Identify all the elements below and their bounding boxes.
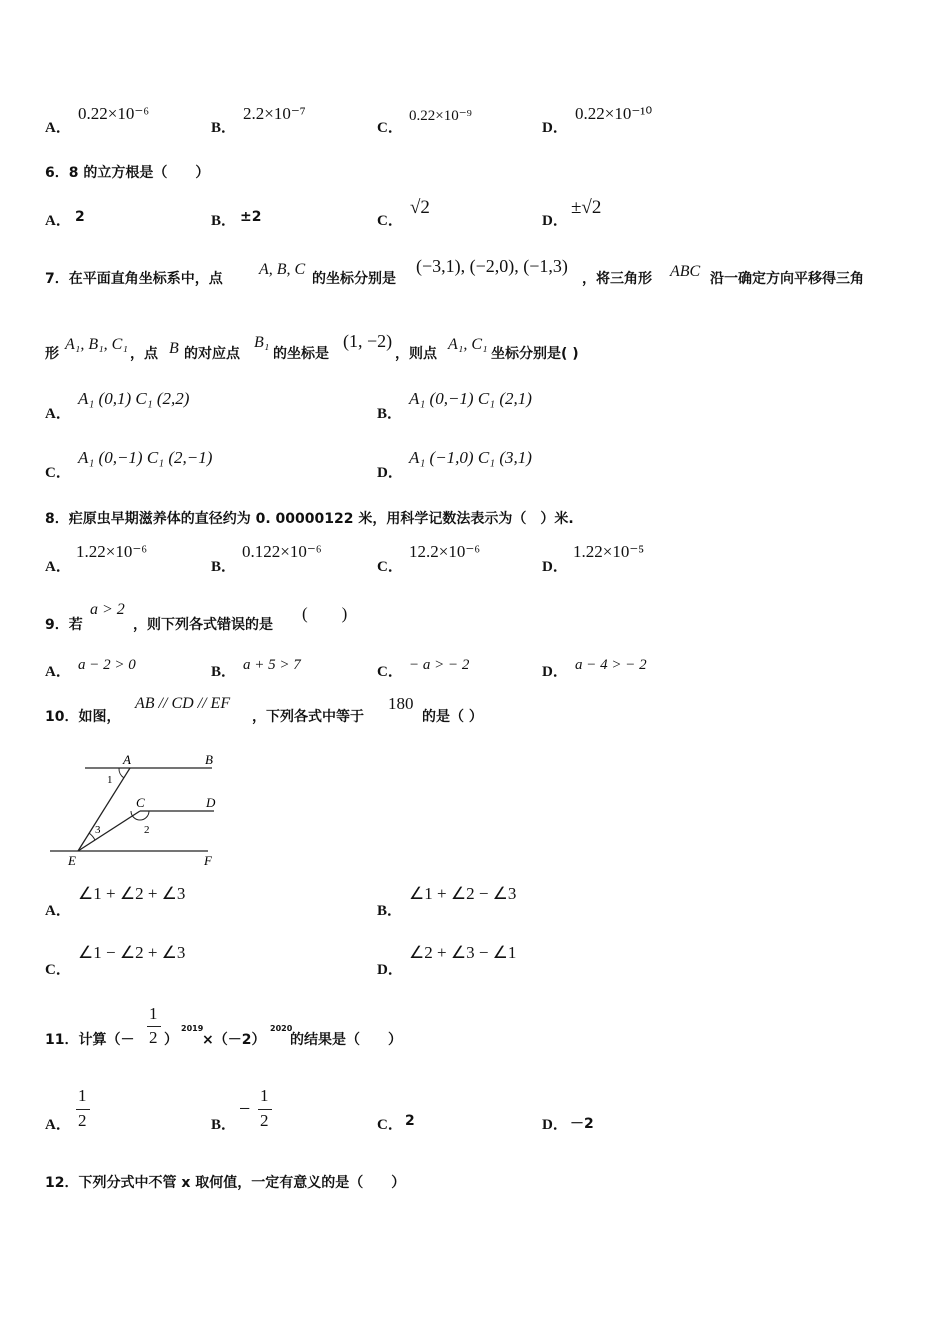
q7-point-b: B xyxy=(169,340,179,357)
q6-option-d-math: ±√2 xyxy=(571,197,602,218)
q11-stem-part2: ） xyxy=(164,1032,178,1048)
q5-option-d-math: 0.22×10⁻¹⁰ xyxy=(575,104,653,123)
q7-option-a-math: A₁ (0,1) C₁ (2,2) xyxy=(78,389,190,408)
q7-stem-part3: ，将三角形 xyxy=(582,271,652,287)
q10-option-d-math: ∠2 + ∠3 − ∠1 xyxy=(409,943,517,962)
label-e: E xyxy=(68,853,76,868)
q5-option-a-math: 0.22×10⁻⁶ xyxy=(78,104,150,123)
q5-option-d-label: D． xyxy=(542,120,568,136)
q7-line2-part6: 坐标分别是( ) xyxy=(491,346,579,362)
q8-option-a-label: A． xyxy=(45,559,71,575)
q11-option-b-fraction-bar xyxy=(258,1109,272,1110)
q10-option-d-label: D． xyxy=(377,962,403,978)
label-c: C xyxy=(136,795,145,810)
q5-option-c-math: 0.22×10⁻⁹ xyxy=(409,108,472,124)
q10-stem-part1: 10．如图， xyxy=(45,709,121,725)
q11-exponent-2: 2020 xyxy=(270,1024,293,1033)
q11-stem-part3: ×（－2） xyxy=(202,1032,266,1048)
q9-option-b-math: a + 5 > 7 xyxy=(243,657,301,673)
q7-points: A, B, C xyxy=(259,261,306,278)
q9-option-c-math: − a > − 2 xyxy=(409,657,470,673)
q10-option-c-math: ∠1 − ∠2 + ∠3 xyxy=(78,943,186,962)
q9-option-d-math: a − 4 > − 2 xyxy=(575,657,647,673)
q10-parallel-condition: AB // CD // EF xyxy=(135,695,231,712)
q7-option-c-label: C． xyxy=(45,465,71,481)
line-ce xyxy=(78,811,140,851)
q7-stem-part2: 的坐标分别是 xyxy=(312,271,396,287)
q11-exponent-1: 2019 xyxy=(181,1024,204,1033)
label-d: D xyxy=(206,795,216,810)
q8-option-a-math: 1.22×10⁻⁶ xyxy=(76,542,148,561)
q9-option-d-label: D． xyxy=(542,664,568,680)
q7-line2-part1: 形 xyxy=(45,346,59,362)
q10-option-a-math: ∠1 + ∠2 + ∠3 xyxy=(78,884,186,903)
q7-line2-part5: ，则点 xyxy=(395,346,437,362)
q10-option-a-label: A． xyxy=(45,903,71,919)
q10-value-180: 180 xyxy=(388,694,414,713)
q11-option-b-label: B． xyxy=(211,1117,237,1133)
q9-answer-paren: ( ) xyxy=(302,604,348,623)
q12-stem: 12．下列分式中不管 x 取何值，一定有意义的是（ ） xyxy=(45,1175,406,1191)
q7-stem-part1: 7．在平面直角坐标系中，点 xyxy=(45,271,223,287)
q8-option-b-label: B． xyxy=(211,559,237,575)
q6-option-b-label: B． xyxy=(211,213,237,229)
q8-stem: 8．疟原虫早期滋养体的直径约为 0. 00000122 米，用科学记数法表示为（ ）米. xyxy=(45,511,574,527)
q10-option-b-math: ∠1 + ∠2 − ∠3 xyxy=(409,884,517,903)
q6-stem: 6．8 的立方根是（ ） xyxy=(45,165,210,181)
q7-line2-part2: ，点 xyxy=(130,346,158,362)
q6-option-b-text: ±2 xyxy=(240,209,262,225)
q6-option-c-math: √2 xyxy=(410,197,430,218)
label-f: F xyxy=(204,853,212,868)
line-ae xyxy=(78,768,130,851)
q11-option-c-text: 2 xyxy=(405,1113,415,1129)
q11-stem-part4: 的结果是（ ） xyxy=(290,1032,402,1048)
q7-option-c-math: A₁ (0,−1) C₁ (2,−1) xyxy=(78,448,213,467)
q11-option-b-numerator: 1 xyxy=(260,1086,269,1105)
q11-fraction-denominator: 2 xyxy=(149,1028,158,1047)
q6-option-d-label: D． xyxy=(542,213,568,229)
angle-1-arc xyxy=(119,768,124,778)
q11-option-c-label: C． xyxy=(377,1117,403,1133)
q11-option-d-text: －2 xyxy=(570,1116,594,1132)
q8-option-d-label: D． xyxy=(542,559,568,575)
q7-line2-part3: 的对应点 xyxy=(184,346,240,362)
q11-option-b-sign: − xyxy=(239,1098,251,1120)
label-angle-3: 3 xyxy=(95,824,101,836)
q7-translated-points: A₁, B₁, C₁ xyxy=(65,336,128,353)
q6-option-a-label: A． xyxy=(45,213,71,229)
q8-option-d-math: 1.22×10⁻⁵ xyxy=(573,542,645,561)
q9-stem-part2: ，则下列各式错误的是 xyxy=(133,617,273,633)
q11-fraction-numerator: 1 xyxy=(149,1004,158,1023)
q10-stem-part2: ，下列各式中等于 xyxy=(252,709,364,725)
q7-option-b-math: A₁ (0,−1) C₁ (2,1) xyxy=(409,389,532,408)
q10-stem-part3: 的是（ ） xyxy=(422,709,483,725)
q11-fraction-bar xyxy=(147,1026,161,1027)
label-angle-2: 2 xyxy=(144,824,150,836)
q7-point-b1: B₁ xyxy=(254,334,270,351)
q7-b1-coordinate: (1, −2) xyxy=(343,331,393,351)
q9-option-a-math: a − 2 > 0 xyxy=(78,657,136,673)
q7-option-a-label: A． xyxy=(45,406,71,422)
q7-stem-part4: 沿一确定方向平移得三角 xyxy=(710,271,864,287)
q9-condition: a > 2 xyxy=(90,601,125,618)
q10-option-c-label: C． xyxy=(45,962,71,978)
q9-option-a-label: A． xyxy=(45,664,71,680)
q5-option-b-math: 2.2×10⁻⁷ xyxy=(243,104,306,123)
q7-option-b-label: B． xyxy=(377,406,403,422)
q11-option-a-denominator: 2 xyxy=(78,1111,87,1130)
q7-line2-part4: 的坐标是 xyxy=(273,346,329,362)
q8-option-c-math: 12.2×10⁻⁶ xyxy=(409,542,481,561)
q5-option-b-label: B． xyxy=(211,120,237,136)
q5-option-c-label: C． xyxy=(377,120,403,136)
q8-option-b-math: 0.122×10⁻⁶ xyxy=(242,542,322,561)
q11-stem-part1: 11．计算（－ xyxy=(45,1032,135,1048)
q9-option-c-label: C． xyxy=(377,664,403,680)
q7-option-d-label: D． xyxy=(377,465,403,481)
q7-option-d-math: A₁ (−1,0) C₁ (3,1) xyxy=(409,448,532,467)
label-a: A xyxy=(123,752,131,767)
q7-triangle-name: ABC xyxy=(670,263,701,280)
q6-option-c-label: C． xyxy=(377,213,403,229)
q10-figure xyxy=(45,748,235,870)
q10-option-b-label: B． xyxy=(377,903,403,919)
q9-option-b-label: B． xyxy=(211,664,237,680)
q8-option-c-label: C． xyxy=(377,559,403,575)
q11-option-b-denominator: 2 xyxy=(260,1111,269,1130)
q11-option-a-label: A． xyxy=(45,1117,71,1133)
label-b: B xyxy=(205,752,213,767)
q9-stem-part1: 9．若 xyxy=(45,617,83,633)
q11-option-a-fraction-bar xyxy=(76,1109,90,1110)
q7-coordinates: (−3,1), (−2,0), (−1,3) xyxy=(416,256,568,276)
q5-option-a-label: A． xyxy=(45,120,71,136)
q6-option-a-text: 2 xyxy=(75,209,85,225)
q11-option-d-label: D． xyxy=(542,1117,568,1133)
q7-a1-c1: A₁, C₁ xyxy=(448,336,488,353)
label-angle-1: 1 xyxy=(107,774,113,786)
q11-option-a-numerator: 1 xyxy=(78,1086,87,1105)
